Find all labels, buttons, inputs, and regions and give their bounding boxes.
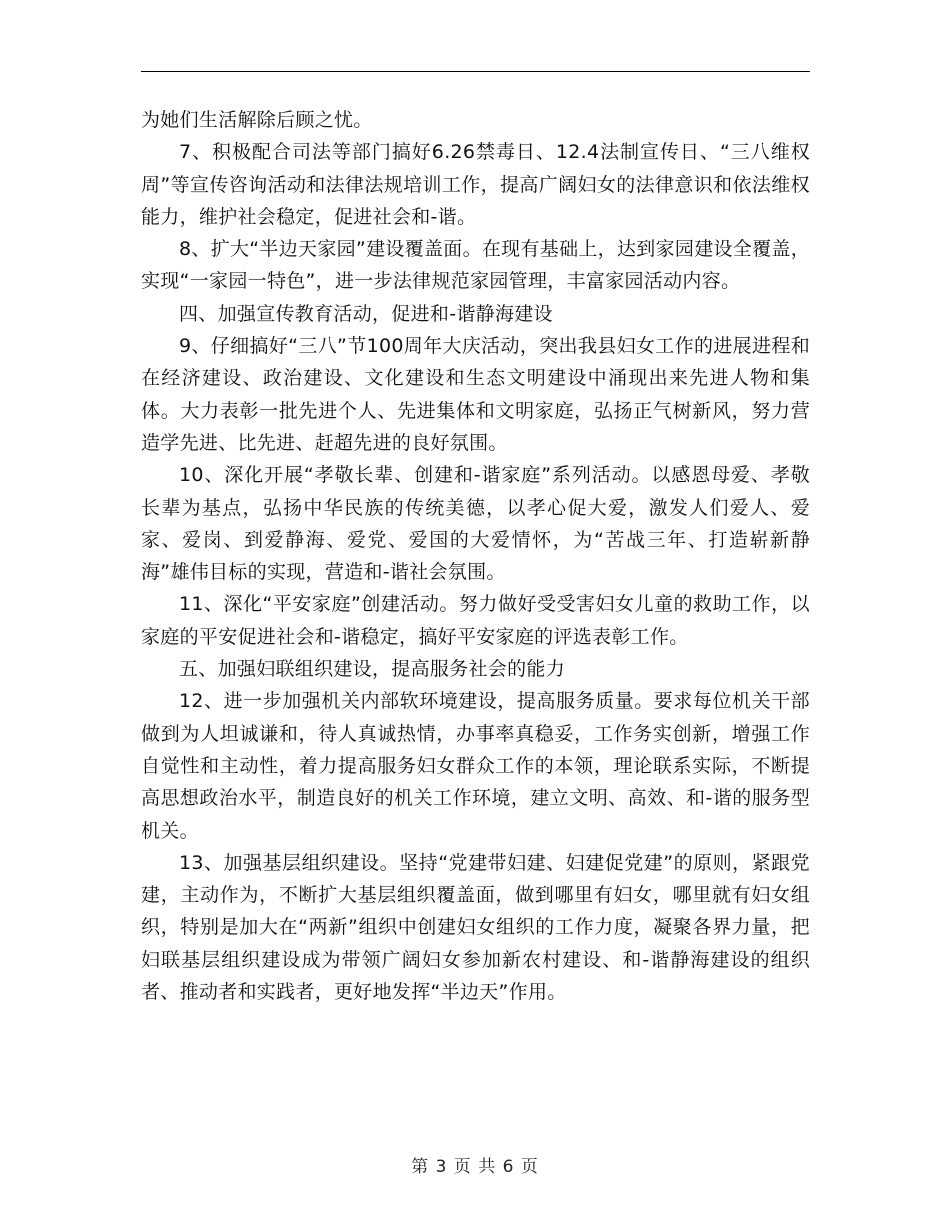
paragraph: 7、积极配合司法等部门搞好6.26禁毒日、12.4法制宣传日、“三八维权周”等宣传咨询活动和法律法规培训工作，提高广阔妇女的法律意识和依法维权能力，维护社会稳定，促进社会和-谐。 — [141, 141, 810, 228]
paragraph: 8、扩大“半边天家园”建设覆盖面。在现有基础上，达到家园建设全覆盖，实现“一家园一特色”，进一步法律规范家园管理，丰富家园活动内容。 — [141, 238, 810, 293]
paragraph: 为她们生活解除后顾之忧。 — [141, 109, 373, 131]
page-number-footer: 第 3 页 共 6 页 — [411, 1157, 539, 1177]
document-body — [141, 104, 810, 1008]
paragraph: 13、加强基层组织建设。坚持“党建带妇建、妇建促党建”的原则，紧跟党建，主动作为，不断扩大基层组织覆盖面，做到哪里有妇女，哪里就有妇女组织，特别是加大在“两新”组织中创建妇女组织的工作力度，凝聚各界力量，把妇联基层组织建设成为带领广阔妇女参加新农村建设、和-谐静海建设的组织者、推动者和实践者，更好地发挥“半边天”作用。 — [141, 851, 810, 1004]
paragraph: 10、深化开展“孝敬长辈、创建和-谐家庭”系列活动。以感恩母爱、孝敬长辈为基点，弘扬中华民族的传统美德，以孝心促大爱，激发人们爱人、爱家、爱岗、到爱静海、爱党、爱国的大爱情怀，为“苦战三年、打造崭新静海”雄伟目标的实现，营造和-谐社会氛围。 — [141, 464, 810, 584]
section-heading: 四、加强宣传教育活动，促进和-谐静海建设 — [179, 302, 553, 325]
paragraph: 12、进一步加强机关内部软环境建设，提高服务质量。要求每位机关干部做到为人坦诚谦和，待人真诚热情，办事率真稳妥，工作务实创新，增强工作自觉性和主动性，着力提高服务妇女群众工作的本领，理论联系实际，不断提高思想政治水平，制造良好的机关工作环境，建立文明、高效、和-谐的服务型机关。 — [141, 690, 810, 842]
paragraph: 11、深化“平安家庭”创建活动。努力做好受受害妇女儿童的救助工作，以家庭的平安促进社会和-谐稳定，搞好平安家庭的评选表彰工作。 — [141, 593, 810, 648]
section-heading: 五、加强妇联组织建设，提高服务社会的能力 — [179, 658, 566, 681]
header-rule — [141, 71, 810, 72]
paragraph: 9、仔细搞好“三八”节100周年大庆活动，突出我县妇女工作的进展进程和在经济建设、政治建设、文化建设和生态文明建设中涌现出来先进人物和集体。大力表彰一批先进个人、先进集体和文明家庭，弘扬正气树新风，努力营造学先进、比先进、赶超先进的良好氛围。 — [141, 335, 810, 454]
